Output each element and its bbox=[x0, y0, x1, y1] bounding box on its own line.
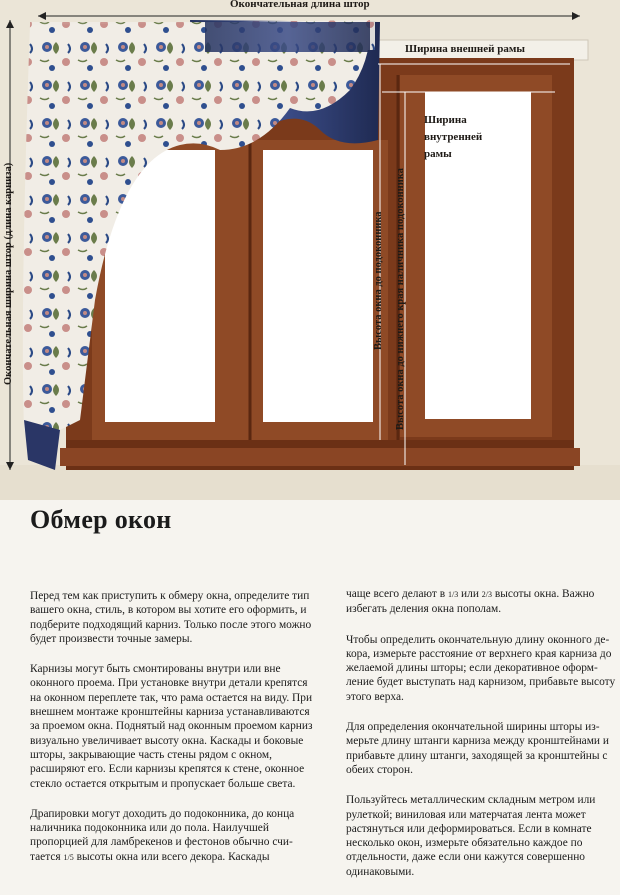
outer-frame-width-label: Ширина внешней рамы bbox=[405, 43, 525, 55]
paragraph-text: или bbox=[458, 588, 482, 600]
paragraph-text: высоты окна или всего декора. Каскады bbox=[73, 850, 270, 863]
fraction: 1/3 bbox=[447, 590, 459, 599]
paragraph-text: чаще всего делают в bbox=[346, 588, 448, 600]
final-curtain-width-label: Окончательная ширина штор (длина карниза) bbox=[3, 162, 14, 385]
left-column bbox=[30, 589, 315, 881]
paragraph bbox=[30, 807, 315, 865]
paragraph: Карнизы могут быть смонтированы внутри или вне оконного проема. При установке внутри детали крепятся на оконном переплете так, что рама остается на виду. При внешнем монтаже кронштейны карниза устанавливаются за проемом окна. Поднятый над оконным проемом карниз визуально увеличивает высоту окна. Каскады и боковые шторы, закрывающие часть стены рядом с окном, расширяют его. Если карнизы крепятся к стене, оконное стекло остается открытым и пропускает больше света. bbox=[30, 663, 313, 790]
paragraph: Пользуйтесь металлическим складным метром или рулеткой; виниловая или матерчатая лента может растянуться или деформироваться. Если в комнате несколько окон, измерьте обязательно каждое по отдельности, даже если они кажутся совершенно одинаковыми. bbox=[346, 794, 596, 878]
paragraph: Для определения окончательной ширины шторы измерьте длину штанги карниза между кронштейнами и прибавьте длину штанги, заходящей за кронштейны с обеих сторон. bbox=[346, 721, 609, 776]
height-to-sill-label: Высота окна до подоконника bbox=[373, 211, 384, 350]
fraction: 2/3 bbox=[481, 590, 493, 599]
height-to-sill-trim-label: Высота окна до нижнего края наличника подоконника bbox=[395, 168, 406, 430]
paragraph-text: Драпировки могут доходить до подоконника, до конца наличника подоконника или до пола. Наилучшей пропорцией для ламбрекенов и фестонов обычно считается bbox=[30, 807, 295, 863]
total-length-label: Окончательная длина штор bbox=[230, 0, 370, 10]
paragraph bbox=[346, 587, 620, 617]
fraction: 1/5 bbox=[63, 852, 74, 862]
paragraph-text: высоты окна. Важно избегать деления окна пополам. bbox=[346, 588, 595, 616]
right-column bbox=[346, 587, 620, 895]
paragraph: Чтобы определить окончательную длину оконного декора, измерьте расстояние от верхнего края карниза до желаемой длины шторы; если декоративное оформление будет выступать над карнизом, прибавьте высоту этого верха. bbox=[346, 633, 616, 703]
article-title: Обмер окон bbox=[30, 505, 172, 534]
paragraph: Перед тем как приступить к обмеру окна, определите тип вашего окна, стиль, в котором вы хотите его оформить, и подберите подходящий карниз. Только после этого можно будет произвести точные замеры. bbox=[30, 590, 312, 645]
inner-frame-width-label: Ширина внутренней рамы bbox=[424, 114, 483, 160]
